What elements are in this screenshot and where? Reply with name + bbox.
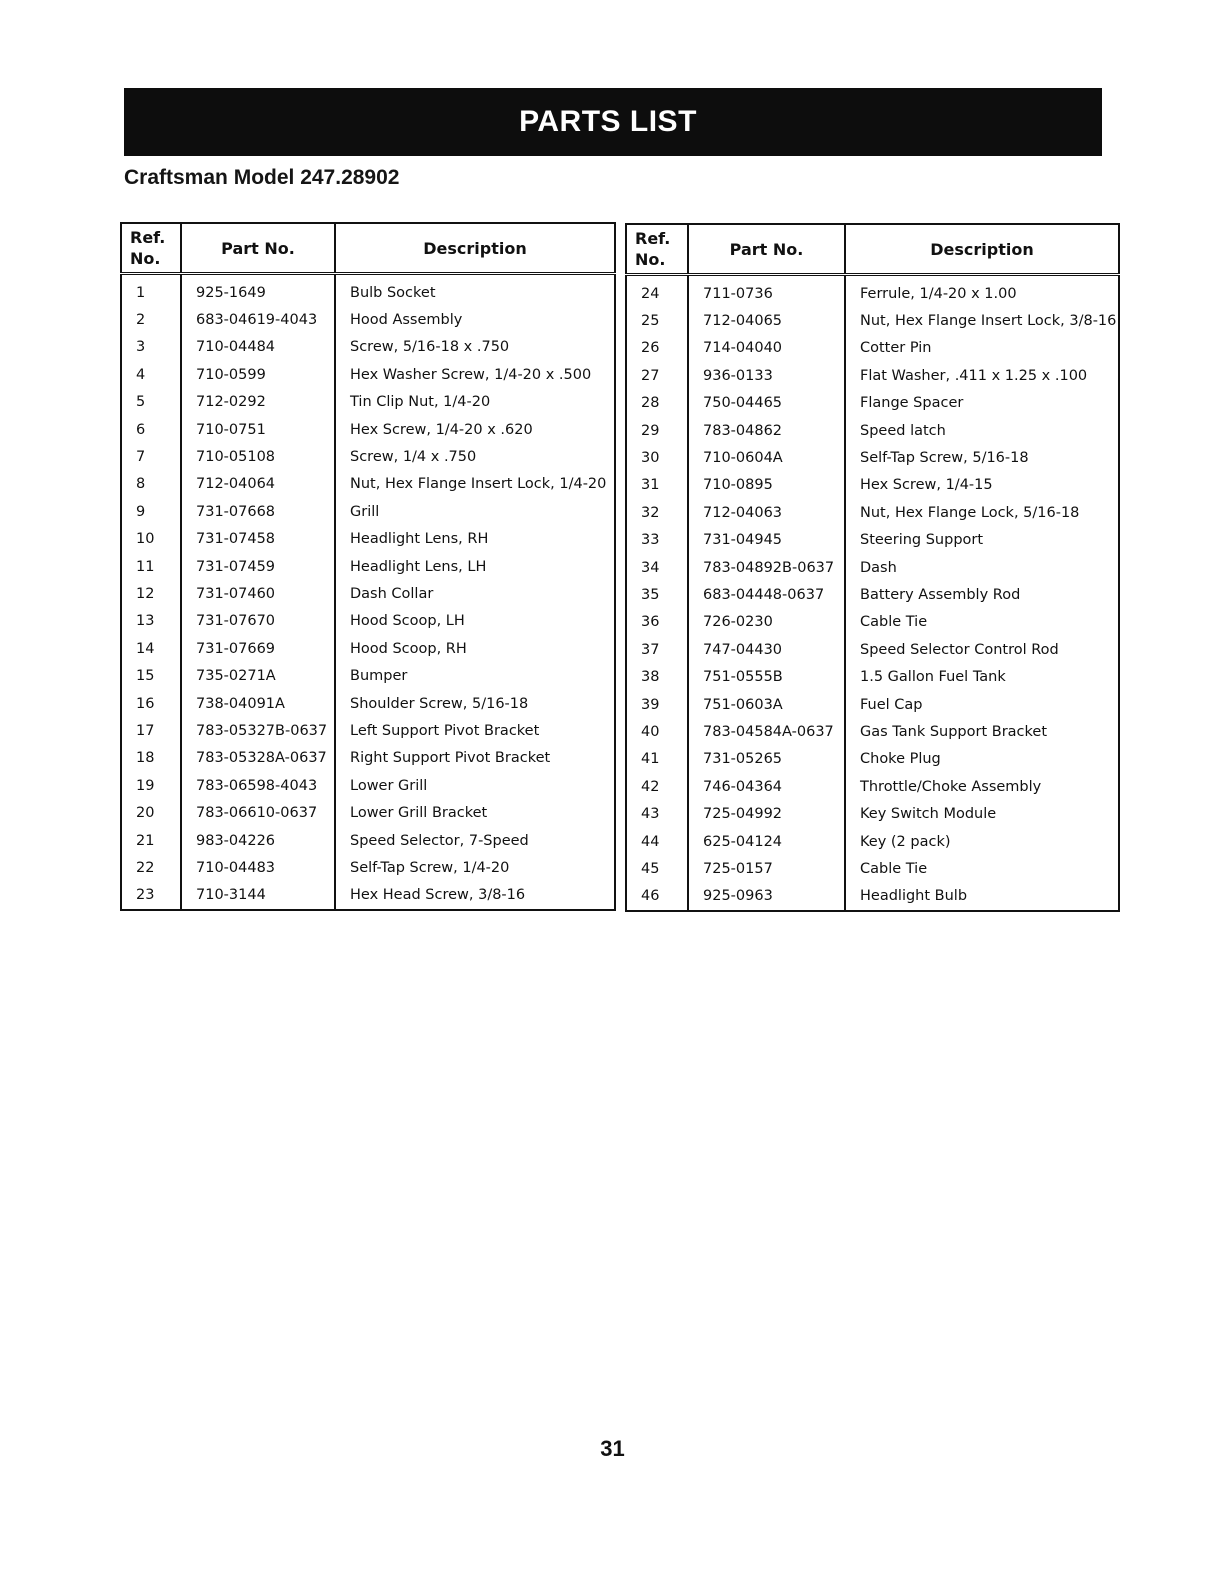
part-no-cell: 783-05327B-0637 xyxy=(181,717,335,744)
table-row xyxy=(626,800,1119,827)
ref-no-cell: 14 xyxy=(121,635,181,662)
ref-no-cell: 17 xyxy=(121,717,181,744)
description-cell: Gas Tank Support Bracket xyxy=(845,718,1119,745)
table-row xyxy=(626,581,1119,608)
description-cell: Hood Assembly xyxy=(335,306,615,333)
table-row xyxy=(626,499,1119,526)
ref-no-cell: 10 xyxy=(121,526,181,553)
part-no-cell: 710-0895 xyxy=(688,472,845,499)
table-row xyxy=(121,772,615,799)
table-row xyxy=(626,527,1119,554)
ref-no-cell: 44 xyxy=(626,828,688,855)
page-title: PARTS LIST xyxy=(519,105,697,138)
part-no-cell: 783-05328A-0637 xyxy=(181,745,335,772)
part-no-cell: 714-04040 xyxy=(688,335,845,362)
ref-no-cell: 27 xyxy=(626,362,688,389)
description-cell: Tin Clip Nut, 1/4-20 xyxy=(335,389,615,416)
table-row xyxy=(121,389,615,416)
description-cell: Cotter Pin xyxy=(845,335,1119,362)
ref-no-cell: 43 xyxy=(626,800,688,827)
table-header-row xyxy=(626,224,1119,275)
description-cell: Hex Screw, 1/4-20 x .620 xyxy=(335,416,615,443)
table-row xyxy=(626,307,1119,334)
part-no-cell: 726-0230 xyxy=(688,609,845,636)
part-no-cell: 936-0133 xyxy=(688,362,845,389)
description-cell: Screw, 5/16-18 x .750 xyxy=(335,334,615,361)
part-no-cell: 712-04065 xyxy=(688,307,845,334)
table-row xyxy=(626,444,1119,471)
part-no-cell: 683-04448-0637 xyxy=(688,581,845,608)
ref-no-cell: 1 xyxy=(121,274,181,307)
table-row xyxy=(121,334,615,361)
description-cell: Self-Tap Screw, 5/16-18 xyxy=(845,444,1119,471)
table-row xyxy=(121,274,615,307)
ref-no-cell: 3 xyxy=(121,334,181,361)
model-line: Craftsman Model 247.28902 xyxy=(124,166,400,189)
table-row xyxy=(626,636,1119,663)
ref-no-cell: 35 xyxy=(626,581,688,608)
part-no-cell: 625-04124 xyxy=(688,828,845,855)
part-no-header: Part No. xyxy=(688,224,845,275)
ref-no-cell: 26 xyxy=(626,335,688,362)
description-cell: Screw, 1/4 x .750 xyxy=(335,443,615,470)
table-row xyxy=(121,416,615,443)
table-row xyxy=(626,362,1119,389)
table-header-row xyxy=(121,223,615,274)
ref-no-cell: 8 xyxy=(121,471,181,498)
parts-table-right xyxy=(625,223,1120,912)
table-row xyxy=(626,417,1119,444)
description-cell: Dash Collar xyxy=(335,580,615,607)
description-cell: Shoulder Screw, 5/16-18 xyxy=(335,690,615,717)
part-no-cell: 710-04484 xyxy=(181,334,335,361)
part-no-cell: 683-04619-4043 xyxy=(181,306,335,333)
part-no-cell: 731-04945 xyxy=(688,527,845,554)
table-row xyxy=(121,662,615,689)
ref-no-cell: 18 xyxy=(121,745,181,772)
ref-no-cell: 6 xyxy=(121,416,181,443)
table-row xyxy=(121,361,615,388)
parts-table-left xyxy=(120,222,616,911)
description-cell: Speed latch xyxy=(845,417,1119,444)
table-row xyxy=(626,609,1119,636)
ref-no-cell: 5 xyxy=(121,389,181,416)
ref-no-cell: 41 xyxy=(626,746,688,773)
table-row xyxy=(121,745,615,772)
ref-no-cell: 9 xyxy=(121,498,181,525)
description-cell: 1.5 Gallon Fuel Tank xyxy=(845,663,1119,690)
ref-no-cell: 42 xyxy=(626,773,688,800)
part-no-cell: 725-04992 xyxy=(688,800,845,827)
description-cell: Throttle/Choke Assembly xyxy=(845,773,1119,800)
part-no-cell: 925-0963 xyxy=(688,883,845,911)
ref-no-cell: 15 xyxy=(121,662,181,689)
ref-no-cell: 25 xyxy=(626,307,688,334)
part-no-cell: 731-07460 xyxy=(181,580,335,607)
part-no-cell: 746-04364 xyxy=(688,773,845,800)
description-cell: Headlight Lens, LH xyxy=(335,553,615,580)
part-no-cell: 710-05108 xyxy=(181,443,335,470)
table-row xyxy=(121,471,615,498)
parts-table-left-body xyxy=(121,274,615,910)
part-no-cell: 710-3144 xyxy=(181,882,335,910)
description-cell: Cable Tie xyxy=(845,855,1119,882)
part-no-cell: 783-06610-0637 xyxy=(181,799,335,826)
description-cell: Left Support Pivot Bracket xyxy=(335,717,615,744)
part-no-cell: 983-04226 xyxy=(181,827,335,854)
ref-no-cell: 2 xyxy=(121,306,181,333)
ref-no-cell: 40 xyxy=(626,718,688,745)
description-cell: Lower Grill xyxy=(335,772,615,799)
description-cell: Dash xyxy=(845,554,1119,581)
part-no-cell: 750-04465 xyxy=(688,390,845,417)
description-cell: Bulb Socket xyxy=(335,274,615,307)
table-row xyxy=(626,691,1119,718)
part-no-cell: 751-0555B xyxy=(688,663,845,690)
part-no-cell: 710-04483 xyxy=(181,854,335,881)
table-row xyxy=(121,690,615,717)
table-row xyxy=(121,526,615,553)
description-cell: Nut, Hex Flange Insert Lock, 1/4-20 xyxy=(335,471,615,498)
description-cell: Hood Scoop, RH xyxy=(335,635,615,662)
table-row xyxy=(121,443,615,470)
table-row xyxy=(121,498,615,525)
table-row xyxy=(626,773,1119,800)
table-row xyxy=(626,335,1119,362)
table-row xyxy=(121,553,615,580)
part-no-cell: 731-07459 xyxy=(181,553,335,580)
part-no-cell: 712-04064 xyxy=(181,471,335,498)
table-row xyxy=(626,718,1119,745)
part-no-cell: 925-1649 xyxy=(181,274,335,307)
ref-no-cell: 36 xyxy=(626,609,688,636)
ref-no-cell: 30 xyxy=(626,444,688,471)
part-no-cell: 783-06598-4043 xyxy=(181,772,335,799)
description-cell: Lower Grill Bracket xyxy=(335,799,615,826)
part-no-cell: 731-07668 xyxy=(181,498,335,525)
description-cell: Steering Support xyxy=(845,527,1119,554)
table-row xyxy=(121,635,615,662)
part-no-cell: 783-04584A-0637 xyxy=(688,718,845,745)
part-no-cell: 738-04091A xyxy=(181,690,335,717)
table-row xyxy=(121,608,615,635)
description-cell: Speed Selector, 7-Speed xyxy=(335,827,615,854)
page-number: 31 xyxy=(600,1436,625,1461)
ref-no-cell: 24 xyxy=(626,275,688,308)
description-cell: Hex Screw, 1/4-15 xyxy=(845,472,1119,499)
description-cell: Hex Washer Screw, 1/4-20 x .500 xyxy=(335,361,615,388)
description-cell: Bumper xyxy=(335,662,615,689)
ref-no-cell: 46 xyxy=(626,883,688,911)
ref-no-cell: 12 xyxy=(121,580,181,607)
description-header: Description xyxy=(845,224,1119,275)
description-cell: Fuel Cap xyxy=(845,691,1119,718)
table-row xyxy=(626,554,1119,581)
ref-no-cell: 28 xyxy=(626,390,688,417)
ref-no-cell: 11 xyxy=(121,553,181,580)
ref-no-cell: 7 xyxy=(121,443,181,470)
part-no-cell: 747-04430 xyxy=(688,636,845,663)
ref-no-cell: 13 xyxy=(121,608,181,635)
part-no-cell: 751-0603A xyxy=(688,691,845,718)
ref-no-cell: 39 xyxy=(626,691,688,718)
table-row xyxy=(626,275,1119,308)
part-no-header: Part No. xyxy=(181,223,335,274)
table-row xyxy=(121,717,615,744)
description-cell: Headlight Lens, RH xyxy=(335,526,615,553)
part-no-cell: 710-0751 xyxy=(181,416,335,443)
ref-no-cell: 19 xyxy=(121,772,181,799)
table-row xyxy=(121,306,615,333)
ref-no-cell: 32 xyxy=(626,499,688,526)
description-cell: Flat Washer, .411 x 1.25 x .100 xyxy=(845,362,1119,389)
description-cell: Battery Assembly Rod xyxy=(845,581,1119,608)
description-cell: Key Switch Module xyxy=(845,800,1119,827)
part-no-cell: 731-07458 xyxy=(181,526,335,553)
ref-no-cell: 23 xyxy=(121,882,181,910)
ref-no-cell: 38 xyxy=(626,663,688,690)
description-cell: Speed Selector Control Rod xyxy=(845,636,1119,663)
parts-table-right-body xyxy=(626,275,1119,911)
description-cell: Grill xyxy=(335,498,615,525)
part-no-cell: 735-0271A xyxy=(181,662,335,689)
table-row xyxy=(121,827,615,854)
part-no-cell: 712-04063 xyxy=(688,499,845,526)
ref-no-cell: 45 xyxy=(626,855,688,882)
part-no-cell: 712-0292 xyxy=(181,389,335,416)
table-row xyxy=(626,828,1119,855)
description-cell: Right Support Pivot Bracket xyxy=(335,745,615,772)
description-cell: Nut, Hex Flange Lock, 5/16-18 xyxy=(845,499,1119,526)
ref-no-cell: 34 xyxy=(626,554,688,581)
description-cell: Choke Plug xyxy=(845,746,1119,773)
header-bar xyxy=(124,88,1102,156)
part-no-cell: 731-05265 xyxy=(688,746,845,773)
part-no-cell: 725-0157 xyxy=(688,855,845,882)
ref-no-cell: 22 xyxy=(121,854,181,881)
part-no-cell: 710-0599 xyxy=(181,361,335,388)
description-cell: Flange Spacer xyxy=(845,390,1119,417)
ref-no-cell: 20 xyxy=(121,799,181,826)
ref-no-header: Ref. No. xyxy=(626,224,688,275)
table-row xyxy=(121,882,615,910)
description-cell: Key (2 pack) xyxy=(845,828,1119,855)
table-row xyxy=(626,746,1119,773)
ref-no-cell: 21 xyxy=(121,827,181,854)
table-row xyxy=(121,854,615,881)
part-no-cell: 710-0604A xyxy=(688,444,845,471)
ref-no-cell: 4 xyxy=(121,361,181,388)
table-row xyxy=(626,883,1119,911)
part-no-cell: 783-04892B-0637 xyxy=(688,554,845,581)
part-no-cell: 731-07669 xyxy=(181,635,335,662)
part-no-cell: 711-0736 xyxy=(688,275,845,308)
description-cell: Hex Head Screw, 3/8-16 xyxy=(335,882,615,910)
table-row xyxy=(121,580,615,607)
ref-no-cell: 33 xyxy=(626,527,688,554)
description-cell: Self-Tap Screw, 1/4-20 xyxy=(335,854,615,881)
description-cell: Hood Scoop, LH xyxy=(335,608,615,635)
ref-no-cell: 16 xyxy=(121,690,181,717)
table-row xyxy=(626,472,1119,499)
description-cell: Headlight Bulb xyxy=(845,883,1119,911)
ref-no-cell: 37 xyxy=(626,636,688,663)
ref-no-cell: 31 xyxy=(626,472,688,499)
ref-no-header: Ref. No. xyxy=(121,223,181,274)
description-cell: Cable Tie xyxy=(845,609,1119,636)
table-row xyxy=(626,663,1119,690)
table-row xyxy=(626,855,1119,882)
part-no-cell: 783-04862 xyxy=(688,417,845,444)
description-header: Description xyxy=(335,223,615,274)
table-row xyxy=(626,390,1119,417)
ref-no-cell: 29 xyxy=(626,417,688,444)
description-cell: Ferrule, 1/4-20 x 1.00 xyxy=(845,275,1119,308)
table-row xyxy=(121,799,615,826)
part-no-cell: 731-07670 xyxy=(181,608,335,635)
description-cell: Nut, Hex Flange Insert Lock, 3/8-16 xyxy=(845,307,1119,334)
